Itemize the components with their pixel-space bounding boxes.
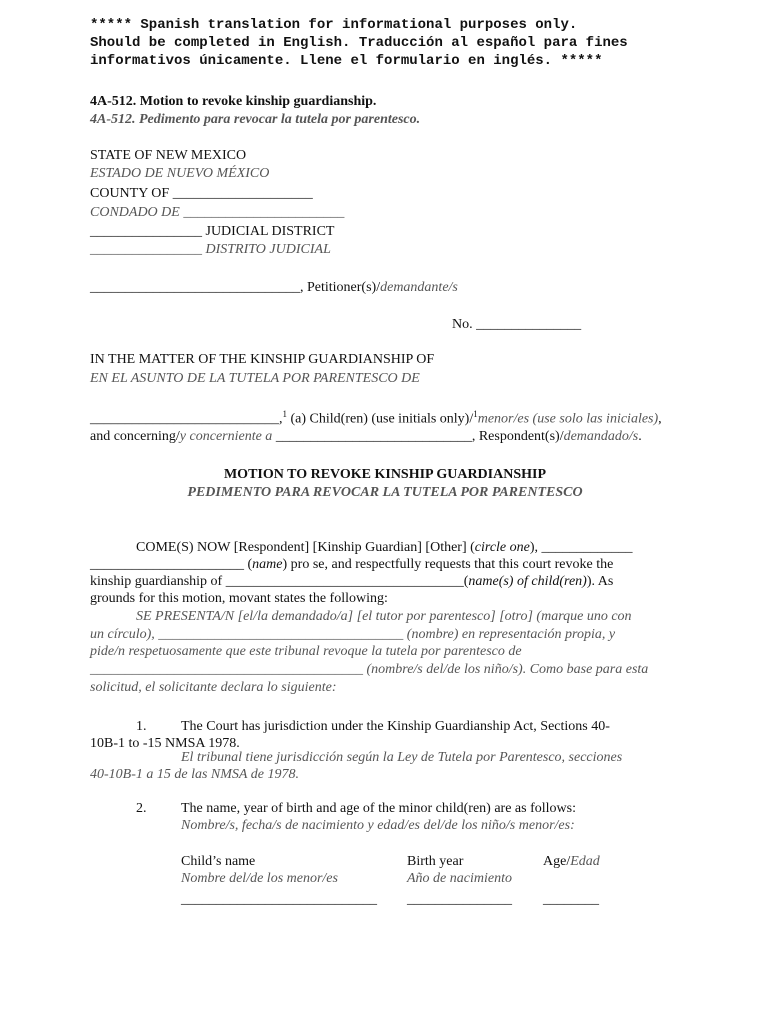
intro-line-1 [136, 540, 633, 556]
child-name-blank[interactable]: ____________________________ [181, 892, 377, 907]
item-1-en-line-2: 10B-1 to -15 NMSA 1978. [90, 736, 240, 751]
birth-year-header-es: Año de nacimiento [407, 871, 512, 886]
form-title-es: 4A-512. Pedimento para revocar la tutela por parentesco. [90, 112, 421, 127]
item-1-es-line-1: El tribunal tiene jurisdicción según la Ley de Tutela por Parentesco, secciones [181, 750, 623, 765]
matter-en: IN THE MATTER OF THE KINSHIP GUARDIANSHIP OF [90, 352, 435, 367]
birth-year-blank[interactable]: _______________ [407, 892, 512, 907]
motion-heading-es: PEDIMENTO PARA REVOCAR LA TUTELA POR PARENTESCO [187, 485, 583, 500]
respondent-label-es: demandado/s [563, 429, 639, 444]
district-en [90, 224, 334, 240]
item-2-es-line-1: Nombre/s, fecha/s de nacimiento y edad/es del/de los niño/s menor/es: [181, 818, 575, 833]
child-label-es: menor/es (use solo las iniciales) [477, 411, 659, 427]
translation-notice-line-1: ***** Spanish translation for informational purposes only. [90, 17, 578, 33]
intro-line-1c[interactable]: ), _____________ [529, 540, 633, 555]
county-en[interactable]: COUNTY OF ____________________ [90, 186, 313, 201]
district-blank[interactable]: ________________ [90, 224, 202, 239]
concerning-label: and concerning/ [90, 429, 180, 444]
district-es-label: DISTRITO JUDICIAL [205, 242, 331, 257]
item-1-en-line-1: The Court has jurisdiction under the Kinship Guardianship Act, Sections 40- [181, 719, 610, 734]
matter-es: EN EL ASUNTO DE LA TUTELA POR PARENTESCO DE [90, 371, 420, 386]
petitioner-line [90, 280, 458, 296]
intro-line-3 [90, 574, 613, 590]
intro-line-2c: ) pro se, and respectfully requests that this court revoke the [282, 557, 614, 572]
translation-notice-line-3: informativos únicamente. Llene el formulario en inglés. ***** [90, 53, 603, 69]
intro-es-line-2: un círculo), ___________________________________ (nombre) en representación propia, y [90, 627, 616, 642]
children-name-blank[interactable]: kinship guardianship of __________________________________( [90, 574, 469, 589]
district-es-blank[interactable]: ________________ [90, 242, 202, 257]
children-name-label: name(s) of child(ren) [468, 574, 587, 589]
name-blank[interactable]: ______________________ ( [90, 557, 253, 572]
item-2-en-line-1: The name, year of birth and age of the minor child(ren) are as follows: [181, 801, 576, 816]
respondent-line [90, 429, 642, 445]
age-header [543, 854, 600, 870]
child-name-header-es: Nombre del/de los menor/es [181, 871, 338, 886]
intro-line-4: grounds for this motion, movant states the following: [90, 591, 388, 606]
child-line [90, 409, 662, 428]
petitioner-label: , Petitioner(s)/ [300, 280, 381, 295]
state-en: STATE OF NEW MEXICO [90, 148, 247, 163]
translation-notice-line-2: Should be completed in English. Traducción al español para fines [90, 35, 628, 51]
child-line-end: , [658, 411, 662, 427]
age-blank[interactable]: ________ [543, 892, 599, 907]
county-es[interactable]: CONDADO DE _______________________ [90, 205, 345, 220]
petitioner-blank[interactable]: ______________________________ [90, 280, 300, 295]
circle-one-label: circle one [474, 540, 530, 555]
district-es [90, 242, 331, 258]
intro-es-line-5: solicitud, el solicitante declara lo siguiente: [90, 680, 337, 695]
child-blank[interactable]: ___________________________, [90, 411, 283, 427]
age-header-en: Age/ [543, 854, 571, 869]
footnote-mark: 1 [282, 409, 287, 419]
intro-es-line-1: SE PRESENTA/N [el/la demandado/a] [el tutor por parentesco] [otro] (marque uno con [136, 609, 632, 624]
intro-es-line-3: pide/n respetuosamente que este tribunal revoque la tutela por parentesco de [90, 644, 522, 659]
concerning-label-es: y concerniente a [179, 429, 273, 444]
form-title-en: 4A-512. Motion to revoke kinship guardianship. [90, 94, 377, 109]
intro-line-3c: ). As [586, 574, 614, 589]
child-name-header: Child’s name [181, 854, 256, 869]
state-es: ESTADO DE NUEVO MÉXICO [90, 166, 270, 181]
item-1-number: 1. [136, 719, 147, 734]
respondent-line-end: . [638, 429, 642, 444]
motion-heading-en: MOTION TO REVOKE KINSHIP GUARDIANSHIP [223, 467, 547, 482]
child-label: (a) Child(ren) (use initials only)/ [287, 411, 474, 427]
item-2-number: 2. [136, 801, 147, 816]
name-label: name [252, 557, 283, 572]
birth-year-header: Birth year [407, 854, 464, 869]
intro-es-line-4: _______________________________________ (nombre/s del/de los niño/s). Como base para esta [90, 662, 649, 677]
item-1-es-line-2: 40-10B-1 a 15 de las NMSA de 1978. [90, 767, 299, 782]
district-label: JUDICIAL DISTRICT [205, 224, 335, 239]
age-header-es: Edad [570, 854, 600, 869]
respondent-label: , Respondent(s)/ [471, 429, 564, 444]
intro-line-1a: COME(S) NOW [Respondent] [Kinship Guardian] [Other] ( [136, 540, 475, 555]
petitioner-label-es: demandante/s [380, 280, 458, 295]
footnote-mark-es: 1 [473, 409, 478, 419]
respondent-blank[interactable]: ____________________________ [272, 429, 472, 444]
case-number[interactable]: No. _______________ [452, 317, 582, 332]
intro-line-2 [90, 557, 613, 573]
